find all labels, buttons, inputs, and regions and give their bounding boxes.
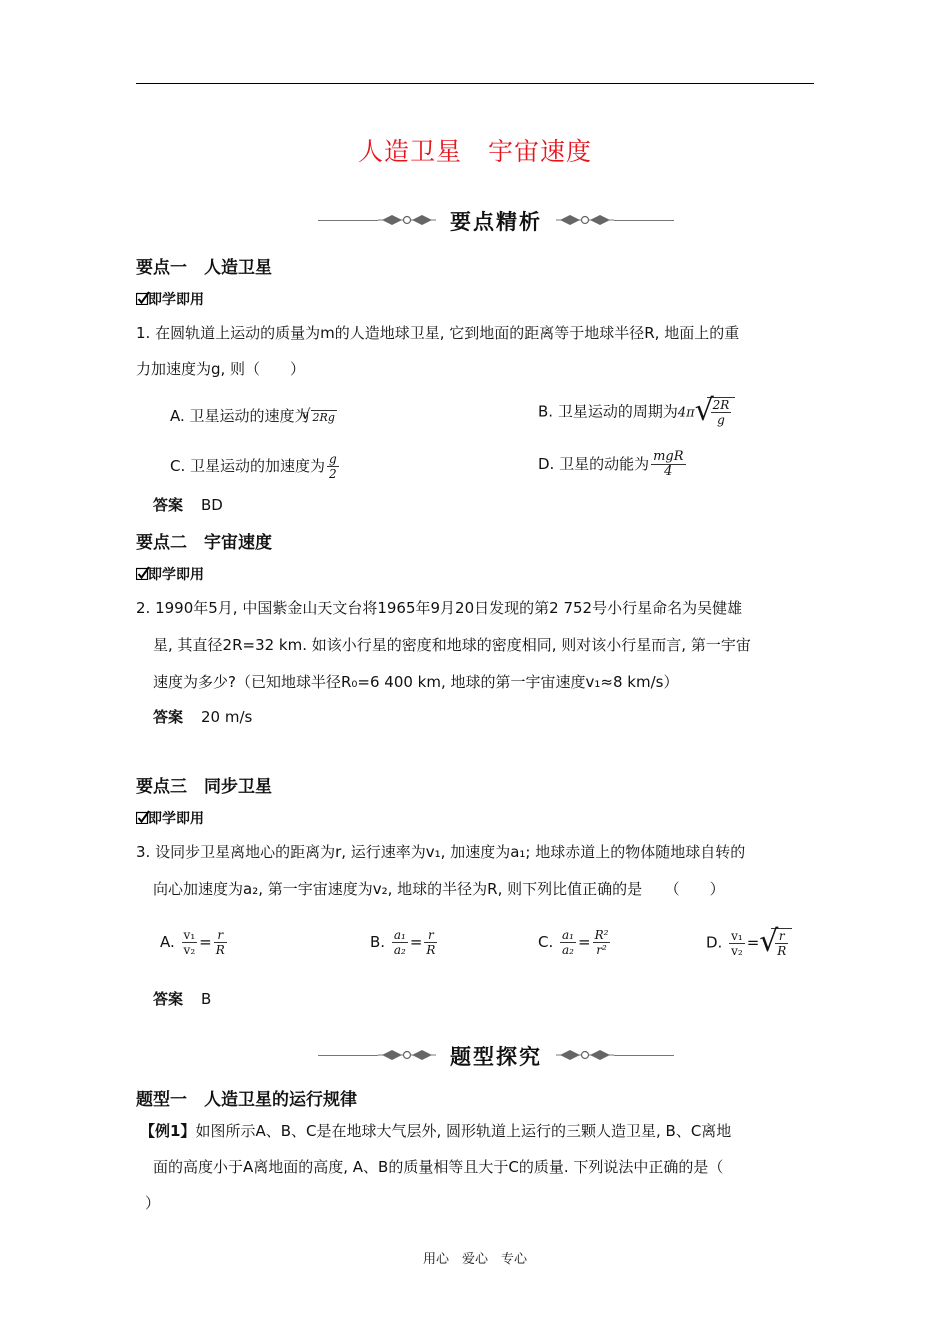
sqrt-symbol: √ $\frac{2R}{g}$ <box>695 397 736 427</box>
section-title: 题型探究 <box>450 1045 542 1069</box>
q3-option-c: C. $\frac{\text{a₁}}{\text{a₂}}$ = $\frac{\text{R²}}{\text{r²}}$ <box>538 928 609 957</box>
banner-ornament-right-icon <box>556 212 614 228</box>
q1-option-b: B. 卫星运动的周期为4π √ $\frac{2R}{g}$ <box>538 397 735 427</box>
banner-ornament-right-icon <box>556 1047 614 1063</box>
banner-line-left <box>318 220 378 221</box>
question-1-line-2: 力加速度为g, 则（ ） <box>136 360 306 378</box>
page-footer: 用心 爱心 专心 <box>422 1252 527 1267</box>
point-1-subheading: 即学即用 <box>136 289 204 309</box>
question-3-line-2: 向心加速度为a₂, 第一宇宙速度为v₂, 地球的半径为R, 则下列比值正确的是 （ ） <box>153 880 725 898</box>
answer-3: 答案 B <box>153 990 212 1008</box>
answer-1: 答案 BD <box>153 496 223 514</box>
question-1-line-1: 1. 在圆轨道上运动的质量为m的人造地球卫星, 它到地面的距离等于地球半径R, 地面上的重 <box>136 324 740 342</box>
q3-option-b: B. $\frac{\text{a₁}}{\text{a₂}}$ = $\frac{r}{R}$ <box>370 928 436 957</box>
question-2-line-3: 速度为多少?（已知地球半径R₀=6 400 km, 地球的第一宇宙速度v₁≈8 km/s） <box>153 673 679 691</box>
question-2-line-2: 星, 其直径2R=32 km. 如该小行星的密度和地球的密度相同, 则对该小行星而言, 第一宇宙 <box>153 636 751 654</box>
section-title: 要点精析 <box>450 210 542 234</box>
checkbox-checked-icon <box>136 566 150 580</box>
section-banner-question-types <box>318 1041 674 1071</box>
sqrt-symbol: √ $\frac{r}{R}$ <box>759 928 792 958</box>
q1-option-a: A. 卫星运动的速度为√ 2Rg <box>170 405 337 426</box>
q3-option-d: D. $\frac{\text{v₁}}{\text{v₂}}$ = √ $\frac{r}{R}$ <box>706 928 792 958</box>
answer-2: 答案 20 m/s <box>153 708 253 726</box>
checkbox-checked-icon <box>136 810 150 824</box>
page-title: 人造卫星 宇宙速度 <box>357 137 592 166</box>
question-3-line-1: 3. 设同步卫星离地心的距离为r, 运行速率为v₁, 加速度为a₁; 地球赤道上的物体随地球自转的 <box>136 843 746 861</box>
point-1-heading: 要点一 人造卫星 <box>136 258 272 278</box>
point-2-subheading: 即学即用 <box>136 564 204 584</box>
example-1-line-1: 【例1】如图所示A、B、C是在地球大气层外, 圆形轨道上运行的三颗人造卫星, B、C离地 <box>140 1122 732 1140</box>
question-2-line-1: 2. 1990年5月, 中国紫金山天文台将1965年9月20日发现的第2 752号小行星命名为吴健雄 <box>136 599 743 617</box>
example-1-line-2: 面的高度小于A离地面的高度, A、B的质量相等且大于C的质量. 下列说法中正确的是（ <box>153 1158 724 1176</box>
q1-option-c: C. 卫星运动的加速度为 $\frac{g}{2}$ <box>170 452 337 481</box>
header-rule <box>136 83 814 84</box>
section-banner-key-points <box>318 206 674 236</box>
banner-line-left <box>318 1055 378 1056</box>
banner-ornament-left-icon <box>378 1047 436 1063</box>
type-1-heading: 题型一 人造卫星的运行规律 <box>136 1090 357 1110</box>
q1-option-d: D. 卫星的动能为 $\frac{\text{mgR}}{4}$ <box>538 449 684 479</box>
banner-ornament-left-icon <box>378 212 436 228</box>
example-1-line-3: ） <box>145 1194 161 1212</box>
point-2-heading: 要点二 宇宙速度 <box>136 533 272 553</box>
q3-option-a: A. $\frac{\text{v₁}}{\text{v₂}}$ = $\frac{r}{R}$ <box>160 928 225 957</box>
checkbox-checked-icon <box>136 291 150 305</box>
banner-line-right <box>614 220 674 221</box>
banner-line-right <box>614 1055 674 1056</box>
point-3-heading: 要点三 同步卫星 <box>136 777 272 797</box>
point-3-subheading: 即学即用 <box>136 808 204 828</box>
